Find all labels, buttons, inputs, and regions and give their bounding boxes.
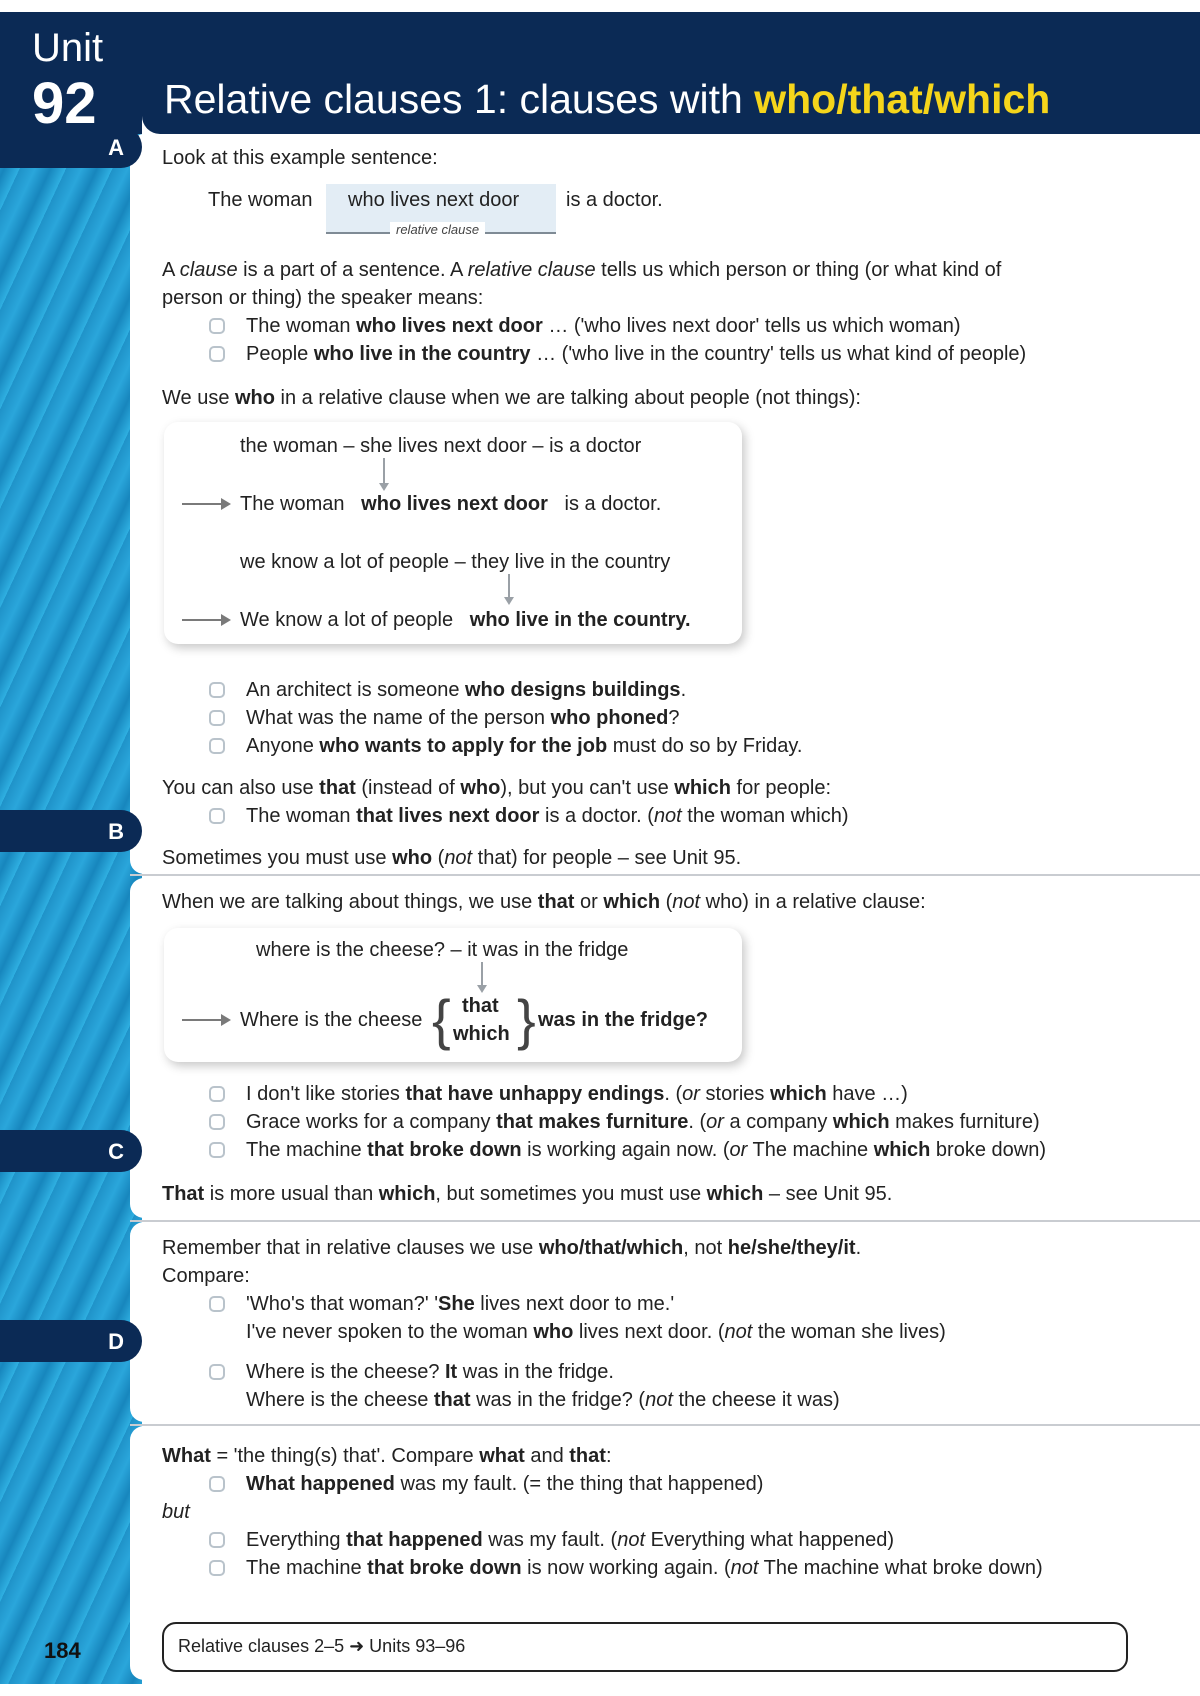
example-clause: who lives next door [348,189,520,211]
bullet-icon [209,738,225,754]
compare-label: Compare: [162,1265,250,1287]
down-arrow-icon [481,962,483,986]
bullet-icon [209,710,225,726]
page-number: 184 [44,1638,81,1663]
bullet-icon [209,682,225,698]
left-brace: { [432,988,451,1051]
page-title [164,76,1050,123]
example-line: Anyone who wants to apply for the job must do so by Friday. [246,735,803,757]
cross-reference-text: Relative clauses 2–5 ➜ Units 93–96 [178,1636,466,1656]
bullet-icon [209,1532,225,1548]
example-before: The woman [208,189,313,211]
example-line: The woman that lives next door is a doctor. (not the woman which) [246,805,849,827]
separator [130,1424,1200,1426]
section-a-edge [130,134,144,874]
panel-line-3: we know a lot of people – they live in the country [240,551,671,573]
right-arrow-icon [182,1019,222,1021]
section-b-intro: When we are talking about things, we use that or which (not who) in a relative clause: [162,891,926,913]
unit-number: 92 [32,71,97,136]
bullet-icon [209,1560,225,1576]
section-tab-a-label: A [108,135,124,160]
panel-b-line-2-start: Where is the cheese [240,1009,423,1031]
bullet-icon [209,1142,225,1158]
example-line: Grace works for a company that makes furniture. (or a company which makes furniture) [246,1111,1040,1133]
relative-clause-label: relative clause [390,222,485,237]
right-arrow-icon [182,503,222,505]
example-line: An architect is someone who designs buildings. [246,679,687,701]
example-line: Where is the cheese? It was in the fridge. [246,1361,614,1383]
but-label: but [162,1501,190,1523]
unit-word: Unit [32,26,104,70]
bullet-icon [209,1296,225,1312]
section-tab-c [0,1130,142,1172]
example-line: People who live in the country … ('who live in the country' tells us what kind of people) [246,343,1027,365]
section-tab-c-label: C [108,1139,124,1164]
example-line: Where is the cheese that was in the fridge? (not the cheese it was) [246,1389,840,1411]
section-tab-b [0,810,142,852]
down-arrow-icon [508,574,510,598]
usual-rule: That is more usual than which, but sometimes you must use which – see Unit 95. [162,1183,893,1205]
definition-line-1: A clause is a part of a sentence. A relative clause tells us which person or thing (or what kind of [162,259,1002,281]
bullet-icon [209,318,225,334]
example-line: The woman who lives next door … ('who lives next door' tells us which woman) [246,315,961,337]
example-line: What was the name of the person who phoned? [246,707,680,729]
example-line: I've never spoken to the woman who lives next door. (not the woman she lives) [246,1321,946,1343]
example-line: I don't like stories that have unhappy endings. (or stories which have …) [246,1083,908,1105]
sometimes-rule: Sometimes you must use who (not that) for people – see Unit 95. [162,847,742,869]
section-d-edge [130,1426,144,1680]
example-line: What happened was my fault. (= the thing that happened) [246,1473,764,1495]
down-arrow-icon [383,458,385,484]
panel-line-2: The woman who lives next door is a doctor. [240,493,662,515]
right-arrow-icon [182,619,222,621]
who-rule: We use who in a relative clause when we are talking about people (not things): [162,387,861,409]
example-line: Everything that happened was my fault. (not Everything what happened) [246,1529,895,1551]
unit-badge [0,12,142,134]
option-that: that [462,995,499,1017]
bullet-icon [209,1364,225,1380]
bullet-icon [209,346,225,362]
example-after: is a doctor. [566,189,663,211]
bullet-icon [209,1086,225,1102]
section-c-edge [130,1222,144,1422]
separator [130,1220,1200,1222]
example-line: The machine that broke down is working again now. (or The machine which broke down) [246,1139,1046,1161]
section-d-intro: What = 'the thing(s) that'. Compare what and that: [162,1445,612,1467]
page-header [142,12,1200,134]
section-tab-d-label: D [108,1329,124,1354]
panel-b-line-2-end: was in the fridge? [538,1009,709,1031]
example-line: The machine that broke down is now working again. (not The machine what broke down) [246,1557,1043,1579]
right-brace: } [517,988,536,1051]
panel-b-line-1: where is the cheese? – it was in the fridge [256,939,629,961]
bullet-icon [209,808,225,824]
bullet-icon [209,1476,225,1492]
panel-line-4: We know a lot of people who live in the country. [240,609,691,631]
example-line: 'Who's that woman?' 'She lives next door to me.' [246,1293,675,1315]
option-which: which [453,1023,510,1045]
panel-line-1: the woman – she lives next door – is a doctor [240,435,642,457]
section-tab-b-label: B [108,819,124,844]
section-c-intro: Remember that in relative clauses we use who/that/which, not he/she/they/it. [162,1237,862,1259]
bullet-icon [209,1114,225,1130]
separator [130,874,1200,876]
section-a-intro: Look at this example sentence: [162,147,438,169]
title-highlight: who/that/which [754,76,1051,122]
title-main: Relative clauses 1: clauses with [164,76,755,122]
that-rule: You can also use that (instead of who), but you can't use which for people: [162,777,832,799]
definition-line-2: person or thing) the speaker means: [162,287,484,309]
section-tab-d [0,1320,142,1362]
